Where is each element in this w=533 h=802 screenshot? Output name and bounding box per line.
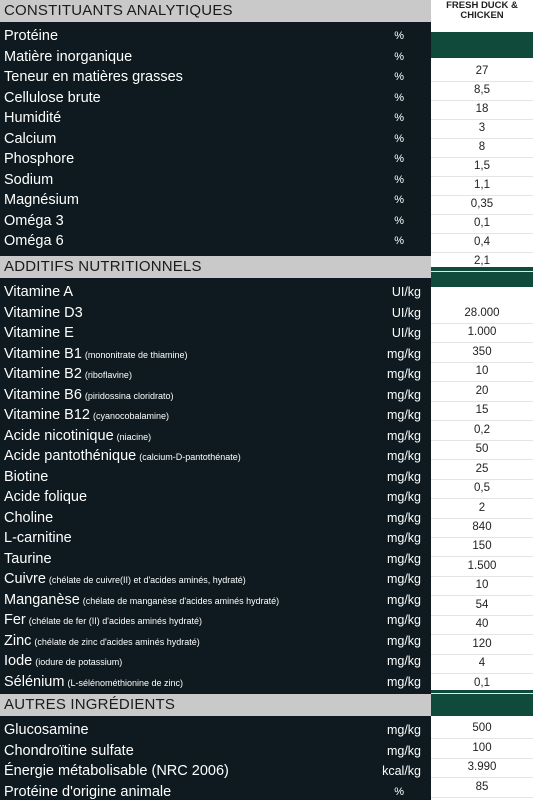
nutrient-name [4, 47, 132, 67]
nutrient-name [4, 528, 72, 548]
nutrient-row [0, 129, 431, 149]
nutrient-label: Vitamine E [4, 325, 74, 341]
nutrient-value: 2 [478, 501, 486, 514]
nutrient-row [0, 385, 431, 405]
nutrient-name [4, 88, 101, 108]
nutrient-row [0, 108, 431, 128]
nutrient-row [0, 467, 431, 487]
nutrient-value: 40 [475, 618, 489, 631]
nutrient-name [4, 741, 134, 761]
unit-label: mg/kg [386, 346, 421, 361]
column-header-line: FRESH DUCK & [446, 0, 518, 11]
nutrient-value: 15 [475, 404, 489, 417]
nutrient-name [4, 344, 187, 365]
nutrient-note: (chélate de fer (II) d'acides aminés hydraté) [28, 616, 203, 626]
nutrient-note: (chélate de zinc d'acides aminés hydraté) [34, 636, 200, 647]
nutrient-value: 20 [475, 384, 489, 397]
nutrient-label: Phosphore [4, 151, 75, 167]
nutrient-row [0, 508, 431, 528]
unit-label: % [394, 132, 404, 145]
column-header [431, 0, 533, 21]
unit-label: UI/kg [391, 285, 421, 299]
nutrient-row [0, 364, 431, 384]
nutrient-value: 0,2 [474, 423, 490, 436]
nutrient-name [4, 26, 58, 46]
nutrient-label: Protéine d'origine animale [4, 783, 172, 800]
value-column [431, 0, 533, 800]
nutrient-name [4, 549, 52, 569]
nutrient-value: 27 [475, 65, 489, 77]
nutrient-name [4, 231, 64, 251]
nutrient-label: Matière inorganique [4, 48, 133, 65]
nutrient-row [0, 651, 431, 671]
unit-label: % [394, 30, 404, 42]
nutrient-row [0, 190, 431, 210]
nutrient-value: 0,1 [474, 676, 490, 689]
unit-label: mg/kg [386, 367, 421, 381]
unit-label: mg/kg [386, 592, 421, 607]
unit-label: mg/kg [386, 469, 421, 484]
unit-label: % [394, 50, 404, 63]
nutrient-name [4, 610, 202, 631]
nutrient-name [4, 364, 132, 385]
nutrient-value: 120 [472, 637, 492, 650]
row-separator [431, 693, 533, 694]
nutrient-row [0, 26, 431, 46]
nutrient-row [0, 446, 431, 466]
nutrient-row [0, 610, 431, 630]
nutrient-value: 150 [472, 540, 492, 553]
unit-label: UI/kg [391, 326, 421, 340]
nutrient-label: Fer [4, 612, 26, 628]
nutrient-label: Taurine [4, 550, 52, 567]
nutrient-value: 1,1 [474, 178, 490, 191]
nutrient-row [0, 487, 431, 507]
nutrient-value: 18 [475, 102, 489, 115]
nutrient-row [0, 303, 431, 323]
nutrient-label: Sodium [4, 171, 54, 188]
nutrient-row [0, 426, 431, 446]
nutrient-name [4, 631, 200, 652]
nutrient-note: (riboflavine) [84, 370, 132, 380]
green-band [431, 690, 533, 716]
nutrient-name [4, 782, 171, 802]
nutrient-row [0, 549, 431, 569]
unit-label: mg/kg [386, 654, 421, 668]
unit-label: mg/kg [386, 572, 421, 586]
section-header: AUTRES INGRÉDIENTS [0, 694, 431, 716]
unit-label: mg/kg [386, 633, 421, 648]
nutrient-value: 0,5 [474, 482, 490, 495]
nutrient-label: Zinc [4, 632, 32, 649]
nutrient-label: Acide nicotinique [4, 427, 114, 444]
unit-label: mg/kg [386, 723, 421, 737]
unit-label: % [394, 112, 404, 124]
nutrient-row [0, 231, 431, 251]
nutrient-note: (L-sélénométhionine de zinc) [67, 677, 184, 688]
nutrient-row [0, 782, 431, 802]
nutrient-name [4, 446, 241, 467]
nutrient-label: Glucosamine [4, 722, 89, 738]
nutrient-row [0, 170, 431, 190]
nutrient-value: 350 [472, 345, 492, 358]
nutrient-row [0, 569, 431, 589]
nutrient-row [0, 528, 431, 548]
nutrient-value: 1,5 [474, 159, 490, 172]
nutrient-value: 100 [472, 741, 492, 754]
nutrient-label: Cellulose brute [4, 89, 101, 106]
nutrient-name [4, 569, 246, 590]
nutrient-value: 0,35 [470, 197, 494, 210]
nutrient-name [4, 108, 61, 128]
nutrient-name [4, 190, 79, 210]
nutrient-name [4, 720, 89, 740]
nutrient-value: 28.000 [464, 307, 500, 319]
section-header: CONSTITUANTS ANALYTIQUES [0, 0, 431, 22]
nutrient-label: Biotine [4, 468, 49, 485]
nutrient-label: Calcium [4, 130, 57, 147]
nutrient-label: Teneur en matières grasses [4, 69, 183, 85]
unit-label: mg/kg [386, 674, 421, 689]
nutrient-note: (chélate de manganèse d'acides aminés hydraté) [82, 595, 280, 606]
nutrient-value: 3 [478, 121, 486, 134]
nutrient-value: 500 [472, 722, 492, 734]
nutrient-name [4, 761, 229, 781]
nutrient-value: 25 [475, 462, 489, 475]
nutrient-value: 2,1 [474, 254, 490, 267]
unit-label: mg/kg [386, 551, 421, 566]
unit-label: % [394, 71, 404, 83]
row-separator [431, 797, 533, 798]
unit-label: % [394, 785, 404, 798]
nutrient-label: Acide pantothénique [4, 448, 137, 464]
nutrient-note: (mononitrate de thiamine) [84, 349, 188, 360]
nutrient-label: Vitamine B12 [4, 407, 90, 423]
nutrient-value: 10 [475, 579, 489, 592]
nutrient-row [0, 47, 431, 67]
nutrient-label: Oméga 3 [4, 212, 64, 229]
nutrient-row [0, 211, 431, 231]
nutrient-name [4, 323, 74, 343]
nutrient-label: Manganèse [4, 591, 80, 608]
nutrient-value: 85 [475, 780, 489, 793]
nutrient-label: Chondroïtine sulfate [4, 742, 134, 759]
nutrient-row [0, 344, 431, 364]
nutrient-value: 0,1 [474, 216, 490, 229]
nutrient-name [4, 129, 56, 149]
nutrient-row [0, 590, 431, 610]
nutrient-name [4, 303, 83, 323]
nutrient-name [4, 149, 74, 169]
nutrient-value: 1.500 [467, 559, 497, 572]
nutrient-row [0, 149, 431, 169]
nutrient-row [0, 631, 431, 651]
nutrient-label: Protéine [4, 28, 59, 44]
nutrient-value: 1.000 [467, 326, 497, 339]
nutrient-name [4, 405, 169, 426]
nutrient-label: L-carnitine [4, 530, 72, 546]
nutrient-name [4, 467, 48, 487]
unit-label: mg/kg [386, 490, 421, 504]
nutrient-note: (calcium-D-pantothénate) [139, 452, 241, 462]
unit-label: mg/kg [386, 449, 421, 463]
nutrient-value: 840 [472, 520, 492, 533]
column-header-line: CHICKEN [460, 10, 504, 21]
row-separator [431, 271, 533, 272]
unit-label: mg/kg [386, 387, 421, 402]
unit-label: mg/kg [386, 510, 421, 525]
unit-label: % [394, 153, 404, 165]
unit-label: % [394, 235, 404, 247]
section-header: ADDITIFS NUTRITIONNELS [0, 256, 431, 278]
nutrient-name [4, 590, 279, 611]
unit-label: mg/kg [386, 531, 421, 545]
nutrient-row [0, 672, 431, 692]
nutrient-note: (niacine) [116, 431, 152, 442]
nutrient-name [4, 426, 151, 447]
nutrient-value: 4 [478, 657, 486, 670]
nutrient-name [4, 170, 53, 190]
nutrient-value: 8,5 [474, 83, 490, 96]
nutrient-value: 54 [475, 598, 489, 611]
nutrient-value: 0,4 [474, 235, 490, 248]
nutrient-label: Magnésium [4, 192, 79, 208]
nutrient-note: (piridossina cloridrato) [84, 390, 174, 401]
nutrient-label: Vitamine B1 [4, 345, 82, 362]
nutrient-note: (iodure de potassium) [35, 657, 123, 667]
unit-label: % [394, 91, 404, 104]
nutrient-name [4, 67, 183, 87]
nutrient-label: Vitamine B2 [4, 366, 82, 382]
nutrient-label: Oméga 6 [4, 233, 64, 249]
nutrient-name [4, 672, 183, 693]
nutrient-value: 10 [475, 365, 489, 378]
unit-label: mg/kg [386, 613, 421, 627]
nutrient-value: 8 [478, 140, 486, 153]
unit-label: % [394, 214, 404, 227]
nutrient-label: Cuivre [4, 571, 46, 587]
nutrient-row [0, 88, 431, 108]
green-band [431, 32, 533, 58]
nutrient-name [4, 651, 122, 672]
nutrient-row [0, 405, 431, 425]
unit-label: % [394, 194, 404, 206]
nutrient-name [4, 508, 53, 528]
unit-label: mg/kg [386, 743, 421, 758]
unit-label: kcal/kg [382, 764, 421, 778]
nutrient-row [0, 67, 431, 87]
nutrient-value: 3.990 [467, 761, 497, 773]
unit-label: % [394, 173, 404, 186]
nutrient-label: Vitamine D3 [4, 304, 83, 321]
nutrient-label: Iode [4, 653, 33, 669]
nutrient-label: Vitamine A [4, 284, 74, 300]
nutrient-label: Énergie métabolisable (NRC 2006) [4, 763, 229, 779]
nutrient-name [4, 487, 87, 507]
nutrient-label: Sélénium [4, 673, 65, 690]
nutrient-row [0, 323, 431, 343]
unit-label: UI/kg [391, 305, 421, 320]
nutrient-label: Vitamine B6 [4, 386, 82, 403]
nutrient-note: (cyanocobalamine) [92, 411, 170, 421]
nutrient-name [4, 282, 73, 302]
nutrient-value: 50 [475, 443, 489, 456]
nutrient-label: Humidité [4, 110, 62, 126]
nutrient-label: Choline [4, 509, 54, 526]
nutrient-row [0, 720, 431, 740]
nutrient-name [4, 385, 173, 406]
nutrient-row [0, 741, 431, 761]
nutrient-label: Acide folique [4, 489, 88, 505]
unit-label: mg/kg [386, 408, 421, 422]
nutrient-row [0, 282, 431, 302]
nutrient-name [4, 211, 64, 231]
nutrient-row [0, 761, 431, 781]
unit-label: mg/kg [386, 428, 421, 443]
nutrient-note: (chélate de cuivre(II) et d'acides aminés, hydraté) [48, 575, 246, 585]
